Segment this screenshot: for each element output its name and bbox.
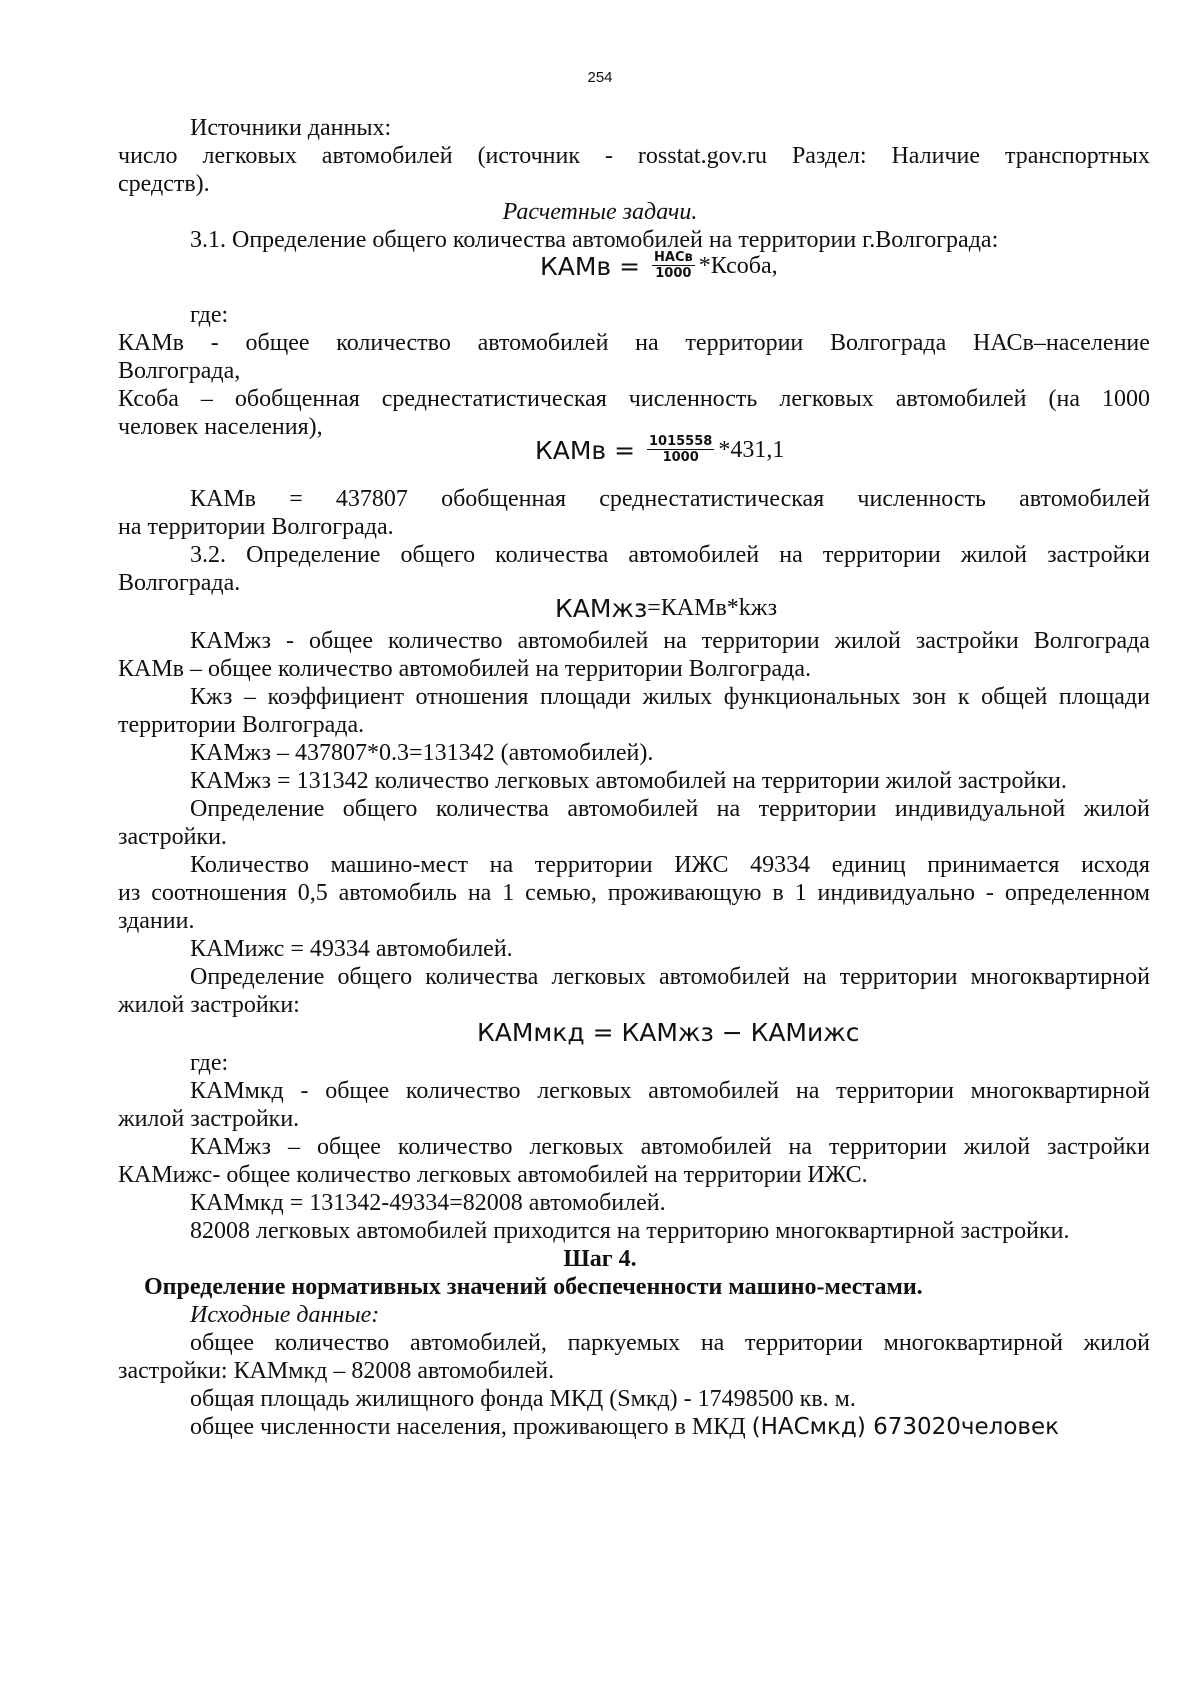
word: жилой — [963, 1134, 1031, 1160]
word: Определение — [190, 796, 325, 822]
word: – — [200, 386, 213, 412]
text-line: жилой застройки: — [118, 992, 300, 1018]
word: количество — [387, 628, 503, 654]
word: 3.2. — [190, 542, 226, 568]
word: общего — [400, 542, 476, 568]
text-line: территории Волгограда. — [118, 712, 365, 738]
word: в — [772, 880, 784, 906]
word: - — [604, 143, 613, 169]
word: на — [788, 1134, 813, 1160]
word: многоквартирной — [970, 964, 1150, 990]
word: Количество — [190, 852, 309, 878]
formula-rhs: *Ксоба, — [698, 252, 778, 279]
text-line: средств). — [118, 171, 210, 197]
section-subtitle: Расчетные задачи. — [502, 199, 698, 225]
formula-eq: = — [611, 251, 648, 281]
word: автомобилей — [659, 964, 790, 990]
text-line-tail: (НАСмкд) 673020человек — [751, 1414, 1060, 1440]
formula-lhs: КАМв — [535, 435, 607, 465]
word: на — [663, 628, 687, 654]
text-line: КАМмкд = 131342-49334=82008 автомобилей. — [190, 1190, 666, 1216]
text-line: человек населения), — [118, 414, 323, 440]
word: Ксоба — [118, 386, 179, 412]
word: автомобиль — [338, 880, 457, 906]
justified-line — [190, 850, 1150, 880]
word: застройки — [1047, 1134, 1150, 1160]
word: индивидуальной — [894, 796, 1066, 822]
word: жилой — [1083, 796, 1150, 822]
word: автомобилей — [321, 143, 453, 169]
word: легковых — [529, 1134, 624, 1160]
word: на — [795, 1078, 820, 1104]
word: территории — [829, 1134, 947, 1160]
word: 1 — [794, 880, 807, 906]
word: легковых — [551, 964, 646, 990]
word: на — [489, 852, 514, 878]
text-line-last — [190, 1412, 1059, 1442]
fraction-denominator: 1000 — [662, 450, 699, 465]
word: на — [803, 964, 827, 990]
text-line: на территории Волгограда. — [118, 514, 394, 540]
text-line: общая площадь жилищного фонда МКД (Sмкд) - 17498500 кв. м. — [190, 1386, 856, 1412]
justified-line — [118, 328, 1150, 358]
text-line: Волгограда, — [118, 358, 241, 384]
word: соотношения — [151, 880, 287, 906]
word: НАСв–население — [973, 330, 1150, 356]
word: ИЖС — [674, 852, 729, 878]
justified-line — [190, 962, 1150, 992]
word: общее — [325, 1078, 390, 1104]
word: автомобилей — [628, 542, 760, 568]
word: численность — [628, 386, 758, 412]
word: rosstat.gov.ru — [637, 143, 767, 169]
word: индивидуально — [817, 880, 975, 906]
formula-kamv — [540, 250, 778, 282]
text-line-body: общее численности населения, проживающего в МКД — [190, 1414, 746, 1440]
word: на — [467, 880, 492, 906]
word: автомобилей, — [410, 1330, 547, 1356]
word: - — [985, 880, 994, 906]
word: Определение — [190, 964, 325, 990]
justified-line — [190, 682, 1150, 712]
word: общей — [981, 684, 1048, 710]
word: жилой — [960, 542, 1027, 568]
word: среднестатистическая — [381, 386, 607, 412]
section-heading: Определение нормативных значений обеспеченности машино-местами. — [144, 1274, 923, 1300]
word: - — [210, 330, 219, 356]
text-line: КАМжз – 437807*0.3=131342 (автомобилей). — [190, 740, 654, 766]
word: проживающую — [607, 880, 762, 906]
word: – — [288, 1134, 300, 1160]
word: общего — [342, 796, 418, 822]
word: Кжз — [190, 684, 233, 710]
word: КАМмкд — [190, 1078, 284, 1104]
formula-kamjz — [555, 594, 777, 623]
word: общее — [316, 1134, 381, 1160]
step-heading: Шаг 4. — [563, 1246, 637, 1272]
word: среднестатистическая — [599, 486, 825, 512]
word: из — [118, 880, 141, 906]
word: площади — [540, 684, 632, 710]
word: автомобилей — [517, 628, 649, 654]
word: количество — [336, 330, 451, 356]
word: на — [635, 330, 659, 356]
word: автомобилей — [895, 386, 1027, 412]
word: Волгограда — [1033, 628, 1150, 654]
word: автомобилей — [648, 1078, 780, 1104]
word: территории — [745, 1330, 863, 1356]
word: территории — [822, 542, 941, 568]
word: функциональных — [723, 684, 901, 710]
word: принимается — [927, 852, 1060, 878]
word: к — [957, 684, 970, 710]
text-line: где: — [190, 302, 229, 328]
word: общего — [337, 964, 413, 990]
word: Определение — [246, 542, 381, 568]
word: = — [289, 486, 303, 512]
word: на — [700, 1330, 725, 1356]
word: автомобилей — [640, 1134, 772, 1160]
fraction-numerator: 1015558 — [649, 434, 713, 449]
word: общее — [308, 628, 373, 654]
justified-line — [190, 484, 1150, 514]
word: - — [300, 1078, 309, 1104]
justified-line — [190, 1076, 1150, 1106]
justified-line — [190, 1328, 1150, 1358]
word: количества — [425, 964, 539, 990]
page-number: 254 — [587, 69, 613, 86]
formula-rhs: *431,1 — [718, 436, 785, 463]
formula-kammkd — [477, 1018, 860, 1047]
text-line: КАМв – общее количество автомобилей на территории Волгограда. — [118, 656, 812, 682]
word: на — [716, 796, 741, 822]
word: зон — [912, 684, 947, 710]
word: территории — [839, 964, 958, 990]
justified-line — [118, 141, 1150, 171]
word: - — [286, 628, 295, 654]
justified-line — [190, 626, 1150, 656]
word: Раздел: — [791, 143, 867, 169]
formula-text: КАМмкд = КАМжз − КАМижс — [477, 1018, 860, 1047]
justified-line — [118, 384, 1150, 414]
fraction — [647, 434, 714, 466]
word: автомобилей — [477, 330, 609, 356]
word: количества — [435, 796, 549, 822]
word: на — [779, 542, 803, 568]
word: 0,5 — [297, 880, 328, 906]
word: численность — [857, 486, 986, 512]
word: отношения — [415, 684, 529, 710]
word: паркуемых — [567, 1330, 681, 1356]
formula-lhs: КАМв — [540, 251, 612, 281]
word: 1 — [502, 880, 515, 906]
justified-line — [190, 1132, 1150, 1162]
word: исходя — [1081, 852, 1150, 878]
word: обобщенная — [441, 486, 567, 512]
word: число — [118, 143, 178, 169]
word: легковых — [202, 143, 297, 169]
word: КАМжз — [190, 628, 272, 654]
word: автомобилей — [567, 796, 699, 822]
justified-line — [190, 540, 1150, 570]
word: площади — [1058, 684, 1150, 710]
text-line: КАМижс = 49334 автомобилей. — [190, 936, 513, 962]
word: (на — [1048, 386, 1080, 412]
word: машино-мест — [330, 852, 468, 878]
word: 49334 — [750, 852, 811, 878]
word: общее — [245, 330, 310, 356]
word: транспортных — [1004, 143, 1150, 169]
word: определенном — [1004, 880, 1150, 906]
justified-line — [118, 878, 1150, 908]
word: территории — [685, 330, 804, 356]
word: общее — [190, 1330, 254, 1356]
word: коэффициент — [267, 684, 404, 710]
fraction — [652, 250, 695, 282]
word: КАМв — [190, 486, 257, 512]
word: жилой — [834, 628, 901, 654]
text-line: КАМжз = 131342 количество легковых автомобилей на территории жилой застройки. — [190, 768, 1067, 794]
word: обобщенная — [234, 386, 360, 412]
word: 437807 — [335, 486, 408, 512]
word: территории — [758, 796, 877, 822]
word: количество — [274, 1330, 390, 1356]
word: количества — [495, 542, 609, 568]
formula-rhs: =КАМв*kжз — [647, 595, 778, 621]
word: (источник — [477, 143, 581, 169]
text-line: 82008 легковых автомобилей приходится на территорию многоквартирной застройки. — [190, 1218, 1070, 1244]
text-line: 3.1. Определение общего количества автомобилей на территории г.Волгограда: — [190, 227, 999, 253]
word: застройки — [915, 628, 1019, 654]
word: Наличие — [891, 143, 981, 169]
word: 1000 — [1101, 386, 1150, 412]
formula-lhs: КАМжз — [555, 594, 648, 623]
word: количество — [397, 1134, 513, 1160]
text-line: Источники данных: — [190, 115, 392, 141]
word: жилых — [642, 684, 713, 710]
text-line: жилой застройки. — [118, 1106, 300, 1132]
text-line: Исходные данные: — [190, 1302, 380, 1328]
word: легковых — [779, 386, 874, 412]
justified-line — [190, 794, 1150, 824]
text-line: Волгограда. — [118, 570, 241, 596]
word: легковых — [537, 1078, 632, 1104]
word: жилой — [1083, 1330, 1150, 1356]
word: многоквартирной — [970, 1078, 1150, 1104]
fraction-denominator: 1000 — [655, 266, 692, 281]
word: автомобилей — [1019, 486, 1150, 512]
formula-eq: = — [606, 435, 643, 465]
word: территории — [534, 852, 653, 878]
word: единиц — [831, 852, 906, 878]
word: семью, — [525, 880, 597, 906]
word: – — [243, 684, 256, 710]
text-line: здании. — [118, 908, 195, 934]
text-line: застройки: КАМмкд – 82008 автомобилей. — [118, 1358, 555, 1384]
text-line: где: — [190, 1050, 229, 1076]
word: Волгограда — [830, 330, 947, 356]
text-line: КАМижс- общее количество легковых автомобилей на территории ИЖС. — [118, 1162, 868, 1188]
word: многоквартирной — [883, 1330, 1063, 1356]
word: КАМв — [118, 330, 185, 356]
word: КАМжз — [190, 1134, 272, 1160]
fraction-numerator: НАСв — [654, 250, 693, 265]
formula-kamv-calc — [535, 434, 784, 466]
word: количество — [405, 1078, 521, 1104]
word: застройки — [1047, 542, 1150, 568]
text-line: застройки. — [118, 824, 227, 850]
word: территории — [701, 628, 820, 654]
word: территории — [836, 1078, 954, 1104]
